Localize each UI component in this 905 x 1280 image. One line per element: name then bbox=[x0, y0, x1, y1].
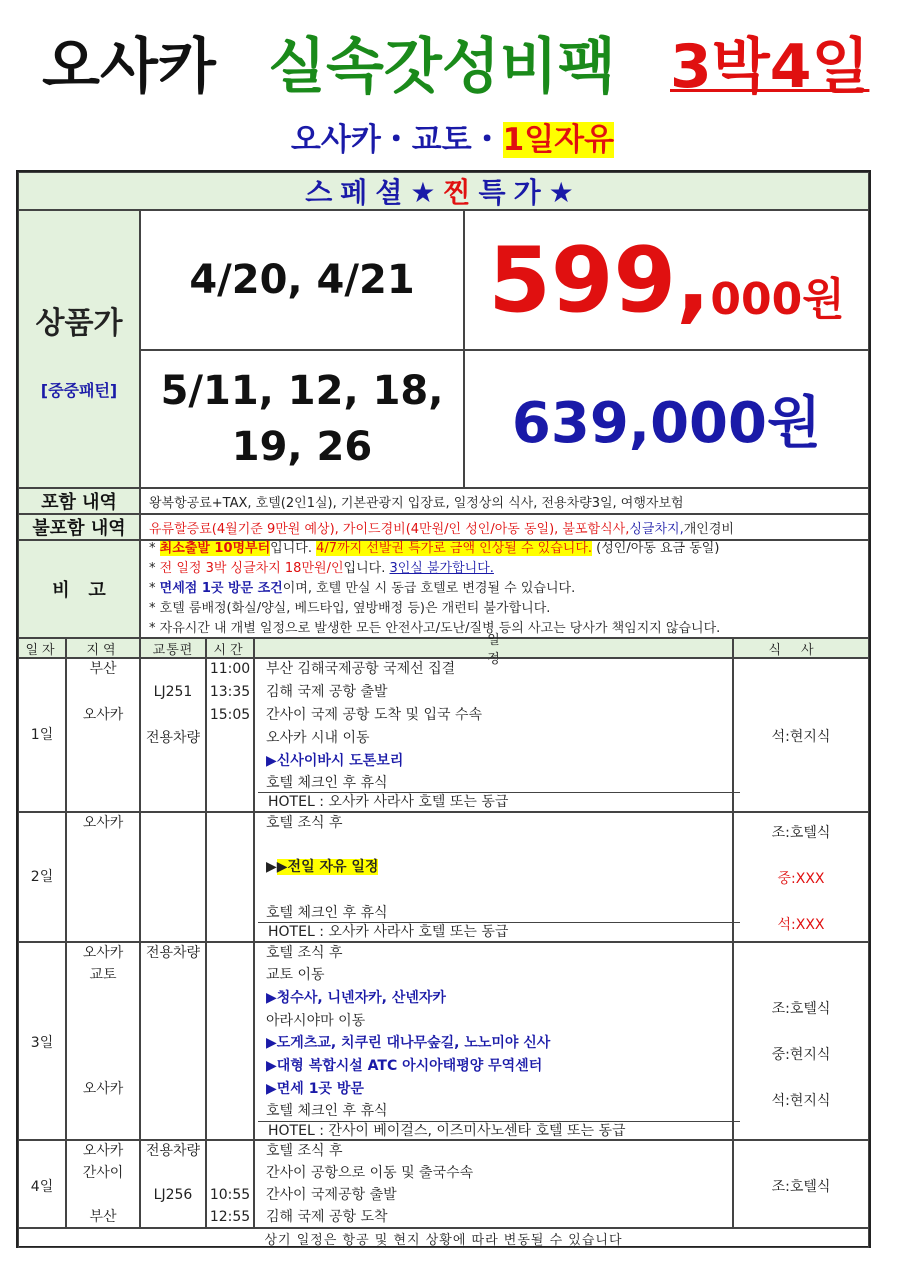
excluded-text bbox=[140, 514, 869, 540]
day3-item-1: 호텔 조식 후 bbox=[266, 945, 343, 961]
remark-2-c: 입니다. bbox=[343, 561, 390, 576]
remark-2-d: 3인실 불가합니다. bbox=[389, 561, 494, 576]
dates-2-line1: 5/11, 12, 18, bbox=[160, 368, 444, 414]
remark-1-d: 4/7까지 선발권 특가로 금액 인상될 수 있습니다. bbox=[316, 541, 593, 556]
day1-label: 1일 bbox=[30, 727, 54, 743]
remark-2-a: * bbox=[149, 561, 160, 576]
day4-vehicle: 전용차량 bbox=[145, 1143, 201, 1159]
price-1 bbox=[464, 210, 869, 350]
subtitle-main: 오사카・교토・ bbox=[290, 122, 503, 158]
day4-item-2: 간사이 공항으로 이동 및 출국수속 bbox=[266, 1165, 474, 1181]
remark-4: * 호텔 룸배정(화실/양실, 베드타입, 옆방배정 등)은 개런티 불가합니다. bbox=[149, 601, 551, 616]
day1-time-1: 11:00 bbox=[209, 661, 251, 677]
day3-item-3: ▶청수사, 니넨자카, 산넨자카 bbox=[266, 990, 446, 1006]
page-title bbox=[0, 22, 905, 112]
day1-time-3: 15:05 bbox=[209, 707, 251, 723]
special-part2: 찐 bbox=[443, 176, 479, 209]
day2-meal-2: 중:XXX bbox=[777, 871, 825, 887]
day1-item-3: 간사이 국제 공항 도착 및 입국 수속 bbox=[266, 707, 483, 723]
title-city: 오사카 bbox=[42, 32, 216, 102]
remark-2 bbox=[149, 559, 494, 579]
day1-item-5: ▶신사이바시 도톤보리 bbox=[266, 753, 404, 769]
day2-region-1: 오사카 bbox=[82, 815, 124, 831]
remark-1-e: (성인/아동 요금 동일) bbox=[592, 541, 720, 556]
day3-vehicle: 전용차량 bbox=[145, 945, 201, 961]
day3-meal-cell bbox=[733, 942, 869, 1140]
day3-meal-3: 석:현지식 bbox=[771, 1093, 831, 1109]
price-2: 639,000원 bbox=[464, 350, 869, 488]
header-transport: 교통편 bbox=[140, 638, 206, 658]
day4-region-1: 오사카 bbox=[82, 1143, 124, 1159]
day4-time-2: 12:55 bbox=[209, 1209, 251, 1225]
excluded-part2: 싱글차지, bbox=[629, 521, 684, 537]
day1-hotel: HOTEL : 오사카 사라사 호텔 또는 동급 bbox=[258, 792, 740, 811]
included-label: 포함 내역 bbox=[18, 488, 140, 514]
dates-2 bbox=[140, 350, 464, 488]
day1-region-2: 오사카 bbox=[82, 707, 124, 723]
special-part3: 특가★ bbox=[478, 176, 582, 209]
header-meal: 식사 bbox=[733, 638, 869, 658]
day4-region-3: 부산 bbox=[89, 1209, 117, 1225]
day2-free-day: ▶전일 자유 일정 bbox=[276, 859, 379, 875]
excluded-label: 불포함 내역 bbox=[18, 514, 140, 540]
header-region: 지역 bbox=[66, 638, 140, 658]
subtitle bbox=[0, 118, 905, 162]
day4-item-1: 호텔 조식 후 bbox=[266, 1143, 343, 1159]
day1-flight: LJ251 bbox=[153, 684, 193, 700]
price-label-cell bbox=[18, 210, 140, 488]
day1-item-4: 오사카 시내 이동 bbox=[266, 730, 370, 746]
day3-item-4: 아라시야마 이동 bbox=[266, 1013, 366, 1029]
subtitle-highlight: 1일자유 bbox=[502, 122, 615, 158]
day4-time-1: 10:55 bbox=[209, 1187, 251, 1203]
remark-3-c: 이며, 호텔 만실 시 동급 호텔로 변경될 수 있습니다. bbox=[282, 581, 576, 596]
day3-region-1: 오사카 bbox=[82, 945, 124, 961]
day3-item-8: 호텔 체크인 후 휴식 bbox=[266, 1103, 388, 1119]
header-day: 일자 bbox=[18, 638, 66, 658]
excluded-part3: 개인경비 bbox=[683, 521, 734, 537]
price-1-small: 000원 bbox=[710, 274, 845, 325]
day2-hotel: HOTEL : 오사카 사라사 호텔 또는 동급 bbox=[258, 922, 740, 941]
day1-item-1: 부산 김해국제공항 국제선 집결 bbox=[266, 661, 456, 677]
day1-meal-1: 석:현지식 bbox=[771, 729, 831, 745]
remark-1-b: 최소출발 10명부터 bbox=[159, 541, 271, 556]
price-pattern: [중중패턴] bbox=[40, 380, 118, 400]
remark-2-b: 전 일정 3박 싱글차지 18만원/인 bbox=[159, 561, 344, 576]
special-part1: 스페셜★ bbox=[305, 176, 444, 209]
dates-2-line2: 19, 26 bbox=[231, 424, 373, 470]
price-label: 상품가 bbox=[35, 305, 123, 341]
remark-3-b: 면세점 1곳 방문 조건 bbox=[159, 581, 283, 596]
day4-region-2: 간사이 bbox=[82, 1165, 124, 1181]
footer-note: 상기 일정은 항공 및 현지 상황에 따라 변동될 수 있습니다 bbox=[18, 1228, 869, 1248]
day4-label: 4일 bbox=[30, 1179, 54, 1195]
schedule-table bbox=[16, 170, 871, 1248]
special-banner bbox=[18, 172, 869, 210]
day3-meal-1: 조:호텔식 bbox=[771, 1001, 831, 1017]
day3-item-6: ▶대형 복합시설 ATC 아시아태평양 무역센터 bbox=[266, 1058, 543, 1074]
day1-time-2: 13:35 bbox=[209, 684, 251, 700]
price-1-big: 599, bbox=[488, 227, 711, 333]
day4-item-4: 김해 국제 공항 도착 bbox=[266, 1209, 388, 1225]
remark-3 bbox=[149, 579, 575, 599]
remarks-text bbox=[140, 540, 869, 638]
day1-vehicle: 전용차량 bbox=[145, 730, 201, 746]
remark-1-c: 입니다. bbox=[270, 541, 317, 556]
day2-item-2: ▶▶전일 자유 일정 bbox=[266, 859, 379, 875]
header-itinerary: 일 정 bbox=[254, 638, 733, 658]
day3-item-5: ▶도게츠교, 치쿠린 대나무숲길, 노노미야 신사 bbox=[266, 1035, 551, 1051]
day3-hotel: HOTEL : 간사이 베이걸스, 이즈미사노센타 호텔 또는 동급 bbox=[258, 1121, 740, 1140]
day3-item-2: 교토 이동 bbox=[266, 967, 325, 983]
day3-region-2: 교토 bbox=[89, 967, 117, 983]
day2-item-3: 호텔 체크인 후 휴식 bbox=[266, 905, 388, 921]
day4-meal-1: 조:호텔식 bbox=[771, 1179, 831, 1195]
day2-transport-cell bbox=[140, 812, 206, 942]
day2-meal-3: 석:XXX bbox=[777, 917, 825, 933]
title-product: 실속갓성비팩 bbox=[268, 32, 616, 102]
day3-meal-2: 중:현지식 bbox=[771, 1047, 831, 1063]
header-time: 시간 bbox=[206, 638, 254, 658]
day3-label: 3일 bbox=[30, 1035, 54, 1051]
day1-item-2: 김해 국제 공항 출발 bbox=[266, 684, 388, 700]
day4-flight: LJ256 bbox=[153, 1187, 193, 1203]
day1-region-cell bbox=[66, 658, 140, 812]
excluded-part1: 유류할증료(4월기준 9만원 예상), 가이드경비(4만원/인 성인/아동 동일), 불포함식사, bbox=[149, 521, 630, 537]
day2-time-cell bbox=[206, 812, 254, 942]
title-duration: 3박4일 bbox=[670, 32, 870, 102]
remark-1-a: * bbox=[149, 541, 160, 556]
included-text: 왕복항공료+TAX, 호텔(2인1실), 기본관광지 입장료, 일정상의 식사, 전용차량3일, 여행자보험 bbox=[140, 488, 869, 514]
day1-region-1: 부산 bbox=[89, 661, 117, 677]
remark-5: * 자유시간 내 개별 일정으로 발생한 모든 안전사고/도난/질병 등의 사고는 당사가 책임지지 않습니다. bbox=[149, 621, 721, 636]
day2-item-1: 호텔 조식 후 bbox=[266, 815, 343, 831]
day3-item-7: ▶면세 1곳 방문 bbox=[266, 1081, 364, 1097]
remarks-label: 비 고 bbox=[18, 540, 140, 638]
day1-item-6: 호텔 체크인 후 휴식 bbox=[266, 775, 388, 791]
day4-item-3: 간사이 국제공항 출발 bbox=[266, 1187, 397, 1203]
day3-time-cell bbox=[206, 942, 254, 1140]
day3-transport-cell bbox=[140, 942, 206, 1140]
remark-3-a: * bbox=[149, 581, 160, 596]
day2-meal-1: 조:호텔식 bbox=[771, 825, 831, 841]
day3-region-3: 오사카 bbox=[82, 1081, 124, 1097]
day2-label: 2일 bbox=[30, 869, 54, 885]
dates-1: 4/20, 4/21 bbox=[140, 210, 464, 350]
remark-1 bbox=[149, 539, 719, 559]
